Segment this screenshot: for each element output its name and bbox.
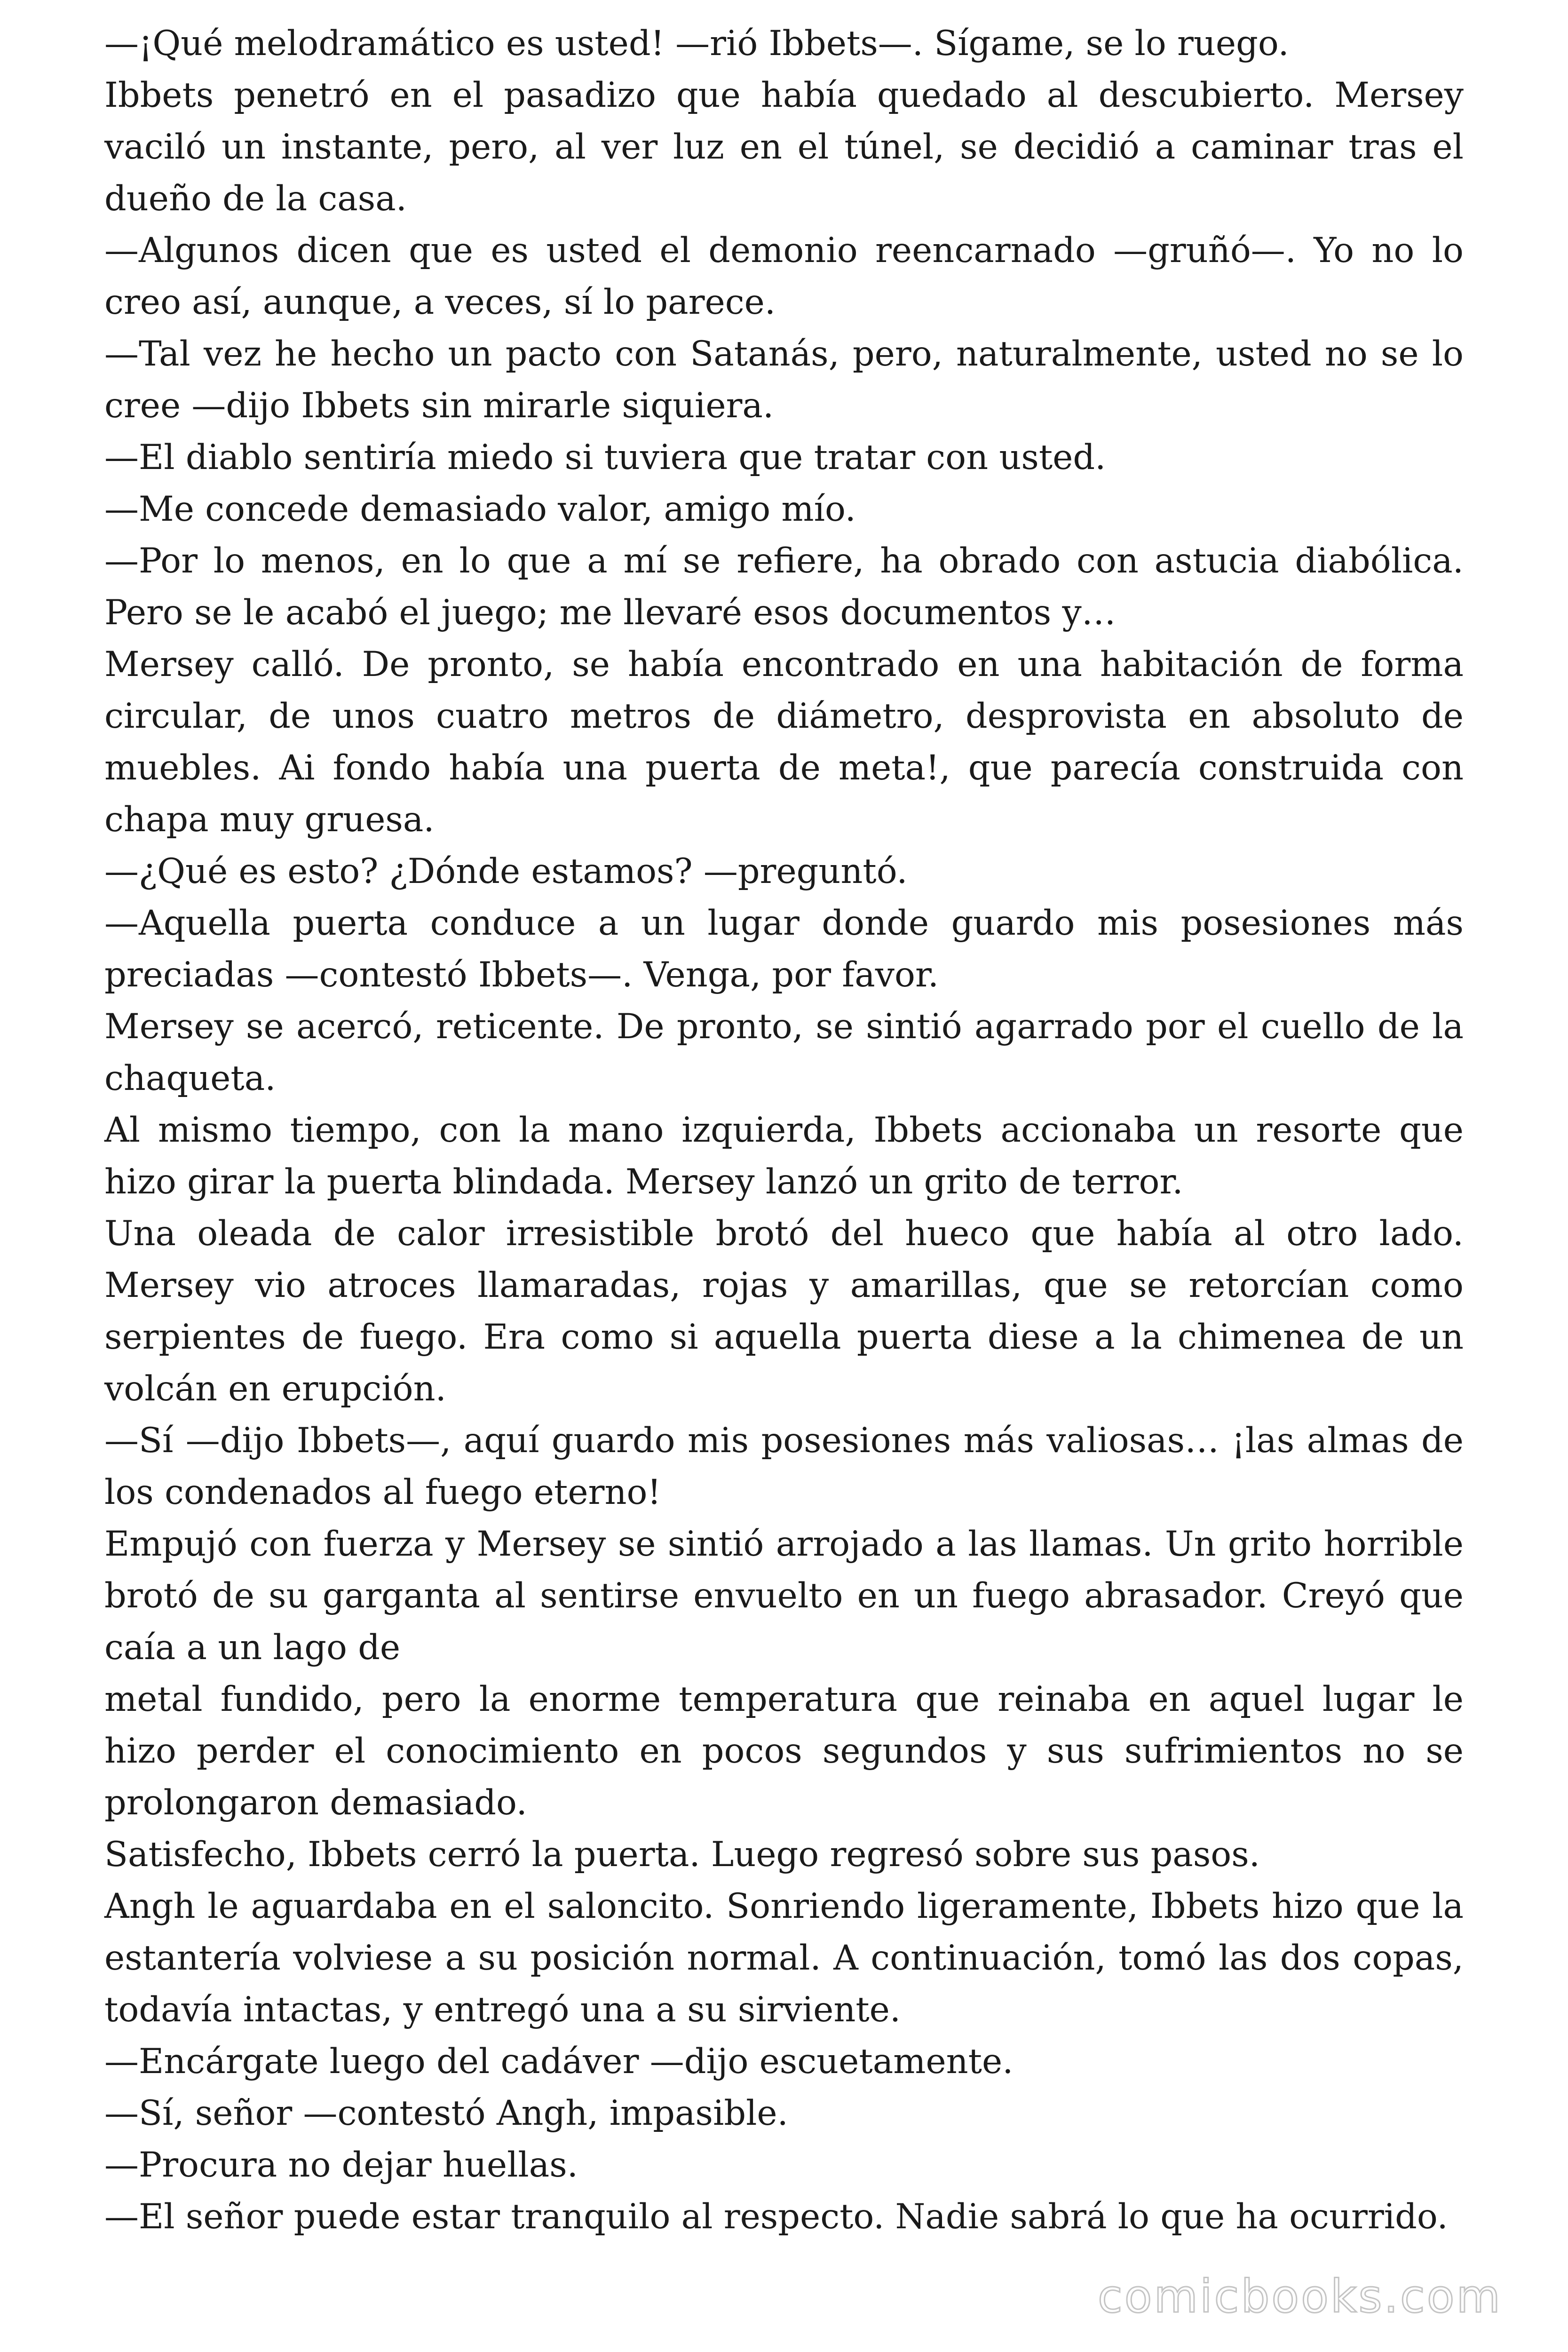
paragraph: —Por lo menos, en lo que a mí se refiere, ha obrado con astucia diabólica. Pero se le acabó el juego; me llevaré esos documentos y…: [104, 541, 1464, 633]
paragraph: —¡Qué melodramático es usted! —rió Ibbets—. Sígame, se lo ruego.: [104, 24, 1289, 64]
paragraph: Al mismo tiempo, con la mano izquierda, Ibbets accionaba un resorte que hizo girar la puerta blindada. Mersey lanzó un grito de terror.: [104, 1110, 1464, 1202]
paragraph: —Encárgate luego del cadáver —dijo escuetamente.: [104, 2042, 1014, 2082]
paragraph: Satisfecho, Ibbets cerró la puerta. Luego regresó sobre sus pasos.: [104, 1835, 1260, 1875]
paragraph: Una oleada de calor irresistible brotó del hueco que había al otro lado. Mersey vio atroces llamaradas, rojas y amarillas, que se retorcían como serpientes de fuego. Era como si aquella puerta diese a la chimenea de un volcán en erupción.: [104, 1214, 1464, 1409]
paragraph: Ibbets penetró en el pasadizo que había quedado al descubierto. Mersey vaciló un instante, pero, al ver luz en el túnel, se decidió a caminar tras el dueño de la casa.: [104, 75, 1464, 219]
paragraph: —El señor puede estar tranquilo al respecto. Nadie sabrá lo que ha ocurrido.: [104, 2197, 1448, 2237]
paragraph: —Procura no dejar huellas.: [104, 2145, 578, 2185]
paragraph: Mersey se acercó, reticente. De pronto, se sintió agarrado por el cuello de la chaqueta.: [104, 1007, 1464, 1098]
paragraph: —¿Qué es esto? ¿Dónde estamos? —preguntó.: [104, 851, 908, 891]
paragraph: Empujó con fuerza y Mersey se sintió arrojado a las llamas. Un grito horrible brotó de su garganta al sentirse envuelto en un fuego abrasador. Creyó que caía a un lago de: [104, 1524, 1464, 1668]
paragraph: —Sí —dijo Ibbets—, aquí guardo mis posesiones más valiosas… ¡las almas de los condenados al fuego eterno!: [104, 1421, 1464, 1512]
paragraph: Angh le aguardaba en el saloncito. Sonriendo ligeramente, Ibbets hizo que la estantería volviese a su posición normal. A continuación, tomó las dos copas, todavía intactas, y entregó una a su sirviente.: [104, 1886, 1464, 2030]
paragraph: —Me concede demasiado valor, amigo mío.: [104, 489, 856, 529]
paragraph: —Aquella puerta conduce a un lugar donde guardo mis posesiones más preciadas —contestó Ibbets—. Venga, por favor.: [104, 903, 1464, 995]
watermark: comicbooks.com: [1097, 2270, 1502, 2323]
paragraph: —Tal vez he hecho un pacto con Satanás, pero, naturalmente, usted no se lo cree —dijo Ibbets sin mirarle siquiera.: [104, 334, 1464, 426]
paragraph: —El diablo sentiría miedo si tuviera que tratar con usted.: [104, 437, 1106, 477]
paragraph: Mersey calló. De pronto, se había encontrado en una habitación de forma circular, de unos cuatro metros de diámetro, desprovista en absoluto de muebles. Ai fondo había una puerta de meta!, que parecía construida con chapa muy gruesa.: [104, 644, 1464, 840]
paragraph: —Algunos dicen que es usted el demonio reencarnado —gruñó—. Yo no lo creo así, aunque, a veces, sí lo parece.: [104, 230, 1464, 322]
paragraph: metal fundido, pero la enorme temperatura que reinaba en aquel lugar le hizo perder el conocimiento en pocos segundos y sus sufrimientos no se prolongaron demasiado.: [104, 1679, 1464, 1823]
page-text: [104, 18, 1464, 2243]
paragraph: —Sí, señor —contestó Angh, impasible.: [104, 2093, 788, 2133]
